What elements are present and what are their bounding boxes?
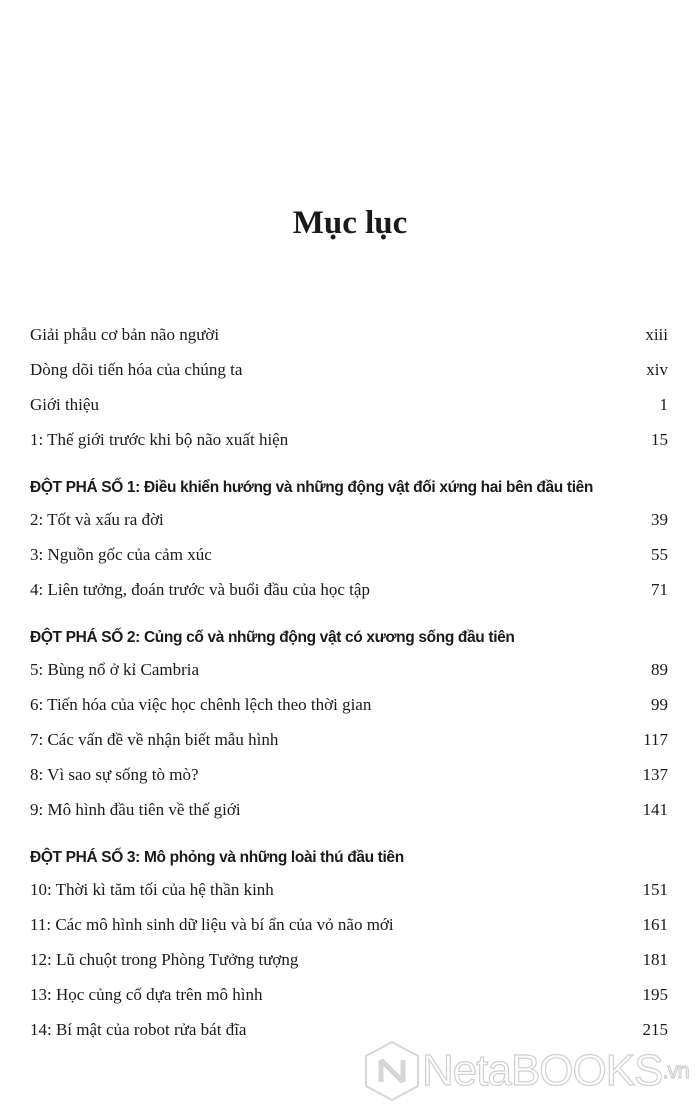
toc-entry-label: 10: Thời kì tăm tối của hệ thần kinh bbox=[30, 879, 274, 899]
toc-entry-page: 55 bbox=[651, 544, 668, 564]
toc-entry[interactable] bbox=[30, 942, 668, 977]
toc-entry-page: 117 bbox=[643, 729, 668, 749]
toc-entry[interactable] bbox=[30, 687, 668, 722]
page-title: Mục lục bbox=[292, 205, 408, 241]
toc-entry-page: 137 bbox=[642, 764, 668, 784]
toc-entry[interactable] bbox=[30, 502, 668, 537]
watermark-logo bbox=[362, 1040, 689, 1102]
toc-entry-label: 14: Bí mật của robot rửa bát đĩa bbox=[30, 1019, 247, 1039]
toc-entry[interactable] bbox=[30, 907, 668, 942]
toc-entry-label: Giải phẫu cơ bản não người bbox=[30, 324, 220, 344]
toc-entry-label: Dòng dõi tiến hóa của chúng ta bbox=[30, 359, 243, 379]
toc-entry-label: Giới thiệu bbox=[30, 394, 99, 414]
toc-entry-page: 71 bbox=[651, 579, 668, 599]
toc-entry[interactable] bbox=[30, 317, 668, 352]
toc-entry[interactable] bbox=[30, 792, 668, 827]
toc-entry-page: 1 bbox=[659, 394, 668, 414]
toc-entry-label: 6: Tiến hóa của việc học chênh lệch theo thời gian bbox=[30, 694, 372, 714]
toc-entry-label: 5: Bùng nổ ở kỉ Cambria bbox=[30, 659, 200, 679]
toc-entry-label: 1: Thế giới trước khi bộ não xuất hiện bbox=[30, 429, 289, 449]
toc-entry[interactable] bbox=[30, 352, 668, 387]
toc-entry[interactable] bbox=[30, 872, 668, 907]
toc-entry-label: 3: Nguồn gốc của cảm xúc bbox=[30, 544, 212, 564]
toc-entry[interactable] bbox=[30, 722, 668, 757]
section-heading: ĐỘT PHÁ SỐ 3: Mô phỏng và những loài thú đầu tiên bbox=[30, 849, 404, 866]
toc-entry-page: 151 bbox=[642, 879, 668, 899]
toc-entry-page: 181 bbox=[642, 949, 668, 969]
toc-entry-page: 161 bbox=[642, 914, 668, 934]
watermark-brand: NetaBOOKS bbox=[422, 1046, 663, 1095]
toc-entry[interactable] bbox=[30, 977, 668, 1012]
toc-entry-label: 11: Các mô hình sinh dữ liệu và bí ẩn của vỏ não mới bbox=[30, 914, 394, 934]
toc-entry-label: 8: Vì sao sự sống tò mò? bbox=[30, 764, 199, 784]
toc-entry-label: 7: Các vấn đề về nhận biết mẫu hình bbox=[30, 729, 279, 749]
toc-entry-label: 9: Mô hình đầu tiên về thế giới bbox=[30, 799, 241, 819]
table-of-contents bbox=[30, 317, 668, 1047]
watermark-suffix: .vn bbox=[662, 1058, 689, 1083]
toc-entry-page: 195 bbox=[642, 984, 668, 1004]
toc-entry-page: 89 bbox=[651, 659, 668, 679]
toc-entry-label: 12: Lũ chuột trong Phòng Tưởng tượng bbox=[30, 949, 299, 969]
toc-entry-page: 15 bbox=[651, 429, 668, 449]
toc-entry-page: 39 bbox=[651, 509, 668, 529]
toc-entry-page: 141 bbox=[642, 799, 668, 819]
toc-entry[interactable] bbox=[30, 537, 668, 572]
toc-entry[interactable] bbox=[30, 422, 668, 457]
toc-entry-page: xiv bbox=[646, 359, 668, 379]
netabooks-hexagon-icon bbox=[362, 1040, 422, 1102]
section-heading: ĐỘT PHÁ SỐ 2: Củng cố và những động vật có xương sống đầu tiên bbox=[30, 629, 515, 646]
toc-entry[interactable] bbox=[30, 652, 668, 687]
toc-entry[interactable] bbox=[30, 572, 668, 607]
toc-entry[interactable] bbox=[30, 757, 668, 792]
toc-entry-label: 13: Học củng cố dựa trên mô hình bbox=[30, 984, 263, 1004]
toc-entry-page: 215 bbox=[642, 1019, 668, 1039]
toc-entry-label: 4: Liên tưởng, đoán trước và buổi đầu của học tập bbox=[30, 579, 370, 599]
section-heading: ĐỘT PHÁ SỐ 1: Điều khiển hướng và những động vật đối xứng hai bên đầu tiên bbox=[30, 479, 594, 496]
toc-entry-page: 99 bbox=[651, 694, 668, 714]
toc-entry-page: xiii bbox=[645, 324, 668, 344]
toc-entry-label: 2: Tốt và xấu ra đời bbox=[30, 509, 164, 529]
toc-entry[interactable] bbox=[30, 387, 668, 422]
